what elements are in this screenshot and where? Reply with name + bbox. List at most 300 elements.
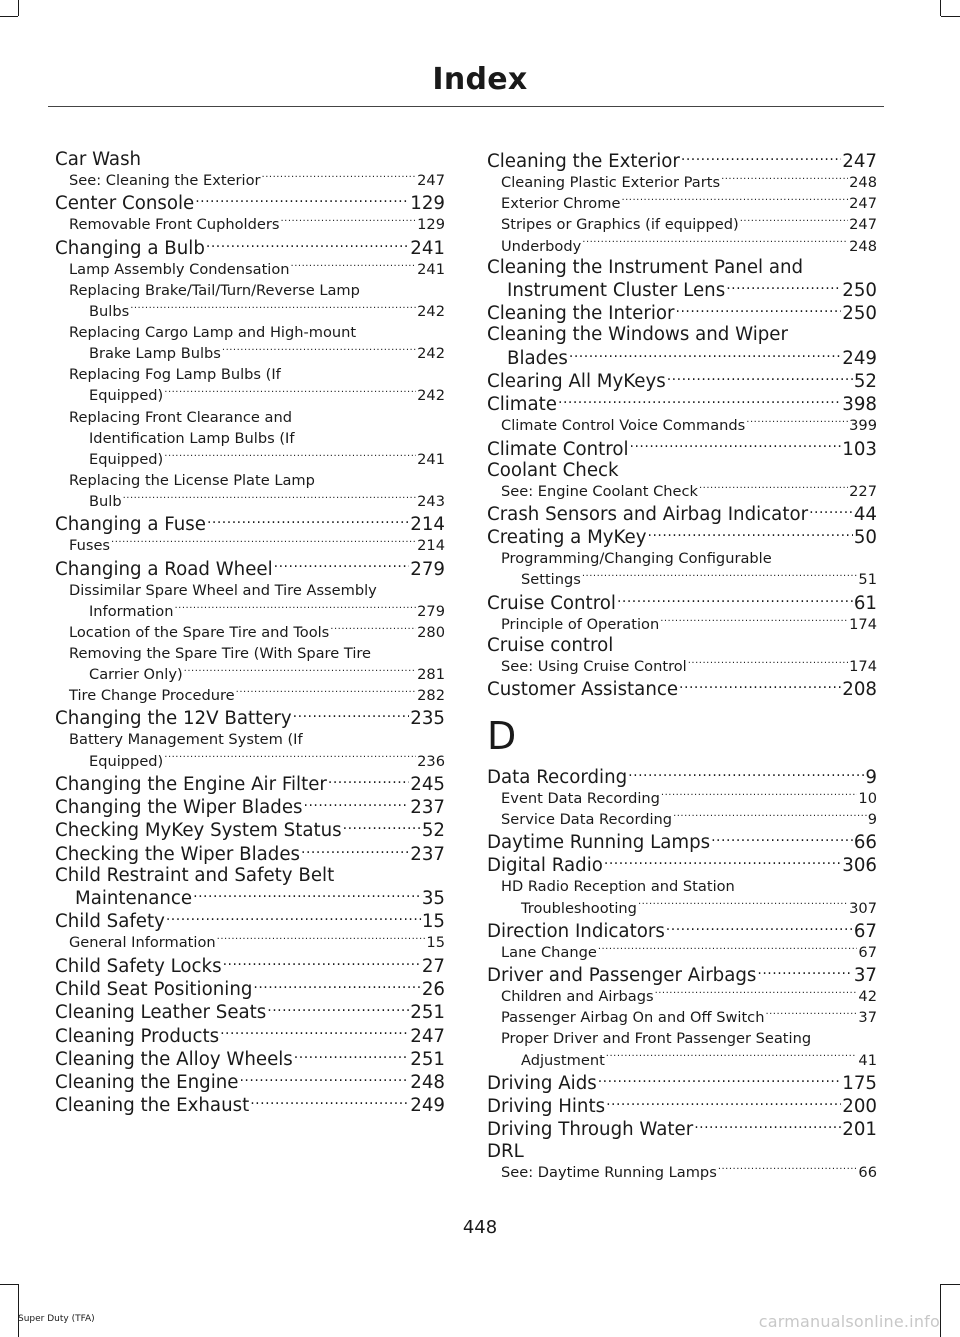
entry-label: Equipped) [89,450,164,468]
entry-label: Child Seat Positioning [55,979,253,1000]
dot-leader [206,236,409,254]
index-subentry[interactable] [487,656,877,677]
index-subentry[interactable] [487,986,877,1007]
entry-label: Settings [521,571,581,589]
index-entry[interactable] [487,635,877,656]
entry-page-number: 15 [426,934,445,952]
entry-page-number: 247 [849,216,877,234]
entry-page-number: 249 [410,1095,445,1117]
index-entry[interactable] [487,1117,877,1140]
entry-page-number: 174 [849,615,877,633]
entry-page-number: 10 [858,789,877,807]
dot-leader [667,369,853,387]
entry-page-number: 50 [853,527,877,549]
entry-page-number: 249 [842,347,877,369]
entry-page-number: 201 [842,1119,877,1141]
dot-leader [223,954,421,972]
dot-leader [123,491,417,506]
index-entry[interactable] [487,677,877,700]
crop-mark [940,0,941,16]
dot-leader [239,1070,409,1088]
index-entry[interactable] [55,954,445,977]
dot-leader [660,614,848,629]
dot-leader [301,842,409,860]
dot-leader [676,301,842,319]
entry-page-number: 398 [842,394,877,416]
entry-label: DRL [487,1140,524,1162]
entry-page-number: 52 [421,820,445,842]
index-subentry[interactable] [487,1162,877,1183]
index-entry[interactable] [55,842,445,865]
entry-label: Climate Control Voice Commands [501,417,746,435]
entry-label: Changing a Bulb [55,237,205,259]
dot-leader [236,686,416,701]
entry-page-number: 67 [858,943,877,961]
entry-label: Digital Radio [487,855,603,877]
entry-label: Cleaning the Engine [55,1072,239,1094]
entry-label: Clearing All MyKeys [487,370,666,392]
entry-page-number: 129 [417,216,445,234]
dot-leader [274,556,410,574]
entry-page-number: 237 [410,843,445,865]
index-subentry[interactable] [487,415,877,436]
entry-label: Battery Management System (If [69,731,303,749]
entry-label: Location of the Spare Tire and Tools [69,623,330,641]
entry-label: Changing the Wiper Blades [55,797,303,819]
entry-page-number: 27 [421,955,445,977]
entry-page-number: 248 [849,237,877,255]
index-subentry[interactable] [55,170,445,191]
dot-leader [681,149,841,167]
entry-page-number: 243 [417,492,445,510]
index-subentry[interactable] [487,1028,877,1049]
entry-label: Center Console [55,193,195,215]
entry-label: Customer Assistance [487,679,679,701]
crop-mark [0,16,18,17]
entry-page-number: 247 [410,1025,445,1047]
dot-leader [558,392,841,410]
entry-label: Children and Airbags [501,988,654,1006]
entry-label: Replacing Cargo Lamp and High-mount [69,324,357,342]
index-entry[interactable] [55,818,445,841]
entry-label: Creating a MyKey [487,527,647,549]
entry-label: Dissimilar Spare Wheel and Tire Assembly [69,581,377,599]
dot-leader [606,1094,841,1112]
index-subentry[interactable] [55,729,445,750]
entry-page-number: 241 [417,260,445,278]
index-entry[interactable] [487,324,877,345]
index-entry[interactable] [487,764,877,787]
index-subentry[interactable] [487,788,877,809]
dot-leader [330,622,416,637]
dot-leader [582,570,858,585]
index-entry[interactable] [487,919,877,942]
entry-label: Proper Driver and Front Passenger Seating [501,1030,812,1048]
dot-leader [757,963,852,981]
index-subentry[interactable] [55,535,445,556]
entry-page-number: 26 [421,979,445,1000]
page-number: 448 [462,1217,498,1238]
watermark: carmanualsonline.info [758,1312,940,1331]
dot-leader [679,677,841,695]
index-entry[interactable] [55,236,445,259]
entry-label: Changing the 12V Battery [55,708,292,730]
index-subentry[interactable] [487,569,877,590]
entry-label: Identification Lamp Bulbs (If [89,429,295,447]
index-subentry[interactable] [55,364,445,385]
dot-leader [661,788,858,803]
entry-label: Data Recording [487,766,628,788]
entry-label: Exterior Chrome [501,195,621,213]
index-entry[interactable] [487,345,877,368]
entry-label: Passenger Airbag On and Off Switch [501,1009,765,1027]
entry-label: General Information [69,934,216,952]
dot-leader [694,1117,841,1135]
entry-label: See: Daytime Running Lamps [501,1163,717,1181]
index-subentry[interactable] [487,809,877,830]
dot-leader [111,536,416,551]
entry-label: Direction Indicators [487,920,665,942]
entry-page-number: 103 [842,438,877,460]
entry-label: Replacing Brake/Tail/Turn/Reverse Lamp [69,281,360,299]
entry-page-number: 282 [417,687,445,705]
entry-label: Cruise control [487,634,614,656]
index-subentry[interactable] [55,643,445,664]
dot-leader [740,215,848,230]
dot-leader [673,809,867,824]
index-entry[interactable] [487,392,877,415]
dot-leader [606,1050,858,1065]
entry-label: Brake Lamp Bulbs [89,345,221,363]
index-column-right [487,149,877,1183]
entry-page-number: 35 [421,888,445,910]
entry-label: Stripes or Graphics (if equipped) [501,216,739,234]
dot-leader [688,656,848,671]
dot-leader [195,191,409,209]
entry-page-number: 241 [410,237,445,259]
entry-page-number: 208 [842,679,877,701]
index-subentry[interactable] [55,214,445,235]
entry-page-number: 281 [417,666,445,683]
dot-leader [617,591,853,609]
index-entry[interactable] [487,963,877,986]
entry-page-number: 242 [417,345,445,363]
index-entry[interactable] [487,853,877,876]
index-subentry[interactable] [487,481,877,502]
entry-page-number: 37 [853,965,877,987]
dot-leader [253,977,420,995]
entry-label: Cleaning the Exterior [487,151,680,173]
dot-leader [250,1093,409,1111]
entry-label: Replacing the License Plate Lamp [69,471,315,489]
index-subentry[interactable] [55,601,445,622]
entry-label: Driving Through Water [487,1119,694,1141]
entry-page-number: 52 [853,370,877,392]
dot-leader [809,502,853,520]
index-subentry[interactable] [55,751,445,772]
entry-page-number: 248 [410,1072,445,1094]
index-entry[interactable] [55,149,445,170]
index-subentry[interactable] [55,470,445,491]
entry-label: Cruise Control [487,592,616,614]
index-subentry[interactable] [487,193,877,214]
entry-label: Child Restraint and Safety Belt [55,864,335,886]
index-entry[interactable] [487,830,877,853]
index-entry[interactable] [55,512,445,535]
crop-mark [941,1284,960,1285]
entry-page-number: 174 [849,658,877,676]
entry-page-number: 247 [849,195,877,213]
index-entry[interactable] [487,278,877,301]
entry-label: Instrument Cluster Lens [507,279,726,301]
entry-page-number: 129 [410,193,445,215]
index-entry[interactable] [55,772,445,795]
index-entry[interactable] [55,1047,445,1070]
index-entry[interactable] [487,591,877,614]
entry-label: Driving Hints [487,1096,606,1118]
entry-page-number: 248 [849,174,877,192]
dot-leader [569,345,841,363]
index-entry[interactable] [487,502,877,525]
entry-label: Checking the Wiper Blades [55,843,300,865]
index-subentry[interactable] [487,236,877,257]
index-entry[interactable] [55,1000,445,1023]
entry-label: Service Data Recording [501,810,673,828]
entry-label: Bulb [89,492,122,510]
index-entry[interactable] [487,369,877,392]
entry-page-number: 9 [867,810,877,828]
index-subentry[interactable] [55,491,445,512]
entry-label: Removing the Spare Tire (With Spare Tire [69,644,372,662]
index-subentry[interactable] [487,1050,877,1071]
index-entry[interactable] [487,149,877,172]
index-subentry[interactable] [55,407,445,428]
entry-page-number: 251 [410,1048,445,1070]
index-entry[interactable] [487,436,877,459]
index-entry[interactable] [55,795,445,818]
entry-page-number: 66 [853,832,877,854]
dot-leader [262,171,417,186]
index-entry[interactable] [55,1023,445,1046]
index-subentry[interactable] [487,876,877,897]
entry-label: Maintenance [75,888,193,910]
dot-leader [193,886,421,904]
entry-page-number: 214 [410,514,445,536]
entry-label: Tire Change Procedure [69,687,235,705]
dot-leader [291,259,417,274]
index-entry[interactable] [487,301,877,324]
index-entry[interactable] [55,1070,445,1093]
dot-leader [630,436,842,454]
entry-page-number: 214 [417,537,445,555]
entry-label: Daytime Running Lamps [487,832,711,854]
entry-label: Child Safety [55,911,165,933]
entry-label: Cleaning the Alloy Wheels [55,1048,293,1070]
entry-label: Child Safety Locks [55,955,222,977]
document-code: Super Duty (TFA) [18,1314,95,1324]
entry-label: Climate [487,394,557,416]
entry-label: Adjustment [521,1051,605,1069]
entry-page-number: 399 [849,417,877,435]
entry-page-number: 279 [410,558,445,580]
entry-label: Cleaning the Instrument Panel and [487,256,804,278]
crop-mark [0,1284,18,1285]
index-subentry[interactable] [55,385,445,406]
header-divider [48,106,884,107]
entry-page-number: 66 [858,1163,877,1181]
index-entry[interactable] [487,1141,877,1162]
index-subentry[interactable] [487,548,877,569]
index-subentry[interactable] [55,428,445,449]
entry-label: Cleaning the Interior [487,303,675,325]
entry-page-number: 250 [842,303,877,325]
entry-label: Troubleshooting [521,899,637,917]
dot-leader [666,919,853,937]
entry-page-number: 236 [417,752,445,770]
entry-page-number: 247 [842,151,877,173]
dot-leader [328,772,409,790]
index-subentry[interactable] [55,301,445,322]
index-subentry[interactable] [487,214,877,235]
index-subentry[interactable] [55,343,445,364]
entry-page-number: 235 [410,708,445,730]
entry-label: Bulbs [89,303,130,321]
dot-leader [164,449,416,464]
entry-page-number: 247 [417,172,445,190]
index-entry[interactable] [55,191,445,214]
dot-leader [638,898,848,913]
dot-leader [220,1023,409,1041]
index-entry[interactable] [55,1093,445,1116]
entry-page-number: 61 [853,592,877,614]
dot-leader [598,1071,842,1089]
entry-label: Principle of Operation [501,615,660,633]
index-subentry[interactable] [487,1007,877,1028]
entry-label: See: Engine Coolant Check [501,482,698,500]
dot-leader [655,987,858,1002]
dot-leader [582,236,848,251]
dot-leader [164,386,416,401]
index-subentry[interactable] [487,942,877,963]
dot-leader [699,481,848,496]
entry-label: Changing the Engine Air Filter [55,773,327,795]
entry-page-number: 227 [849,482,877,500]
entry-label: Event Data Recording [501,789,660,807]
entry-label: Crash Sensors and Airbag Indicator [487,504,809,525]
entry-label: Changing a Fuse [55,514,206,536]
index-subentry[interactable] [55,449,445,470]
entry-label: Underbody [501,237,582,255]
entry-page-number: 279 [417,602,445,620]
dot-leader [174,601,416,616]
entry-label: Cleaning the Windows and Wiper [487,324,788,346]
index-subentry[interactable] [55,664,445,685]
entry-label: Coolant Check [487,459,619,481]
entry-label: Carrier Only) [89,666,183,683]
index-entry[interactable] [487,460,877,481]
entry-label: Programming/Changing Configurable [501,550,772,568]
entry-page-number: 306 [842,855,877,877]
index-subentry[interactable] [55,280,445,301]
dot-leader [765,1008,857,1023]
index-entry[interactable] [55,865,445,886]
dot-leader [648,525,853,543]
crop-mark [18,1284,19,1337]
entry-label: See: Cleaning the Exterior [69,172,261,190]
entry-label: Cleaning Plastic Exterior Parts [501,174,721,192]
index-subentry[interactable] [55,685,445,706]
entry-page-number: 15 [421,911,445,933]
entry-label: Checking MyKey System Status [55,820,342,842]
dot-leader [718,1162,858,1177]
index-subentry[interactable] [487,172,877,193]
index-subentry[interactable] [55,622,445,643]
entry-label: Cleaning Leather Seats [55,1002,267,1024]
entry-page-number: 250 [842,279,877,301]
entry-page-number: 9 [865,766,877,788]
entry-page-number: 44 [853,504,877,525]
index-subentry[interactable] [487,898,877,919]
entry-label: Fuses [69,537,111,555]
dot-leader [164,751,416,766]
index-entry[interactable] [487,525,877,548]
index-entry[interactable] [55,977,445,1000]
index-entry[interactable] [55,556,445,579]
index-entry[interactable] [55,886,445,909]
entry-label: Equipped) [89,387,164,405]
index-subentry[interactable] [487,614,877,635]
entry-page-number: 42 [858,988,877,1006]
entry-label: Removable Front Cupholders [69,216,280,234]
entry-label: Lamp Assembly Condensation [69,260,290,278]
entry-label: Lane Change [501,943,597,961]
entry-label: Replacing Fog Lamp Bulbs (If [69,366,281,384]
entry-label: Cleaning Products [55,1025,220,1047]
index-entry[interactable] [487,1094,877,1117]
entry-page-number: 242 [417,303,445,321]
entry-label: Driving Aids [487,1072,597,1094]
entry-page-number: 241 [417,450,445,468]
entry-page-number: 307 [849,899,877,917]
index-entry[interactable] [55,909,445,932]
entry-page-number: 237 [410,797,445,819]
entry-page-number: 37 [858,1009,877,1027]
dot-leader [207,512,409,530]
dot-leader [222,344,416,359]
index-subentry[interactable] [55,322,445,343]
index-entry[interactable] [487,1071,877,1094]
entry-page-number: 280 [417,623,445,641]
dot-leader [184,664,416,679]
crop-mark [940,1284,941,1337]
entry-page-number: 67 [853,920,877,942]
index-entry[interactable] [487,257,877,278]
dot-leader [280,215,416,230]
index-subentry[interactable] [55,259,445,280]
dot-leader [166,909,421,927]
crop-mark [18,0,19,16]
dot-leader [628,764,864,782]
entry-page-number: 175 [842,1072,877,1094]
index-subentry[interactable] [55,932,445,953]
index-entry[interactable] [55,706,445,729]
dot-leader [130,301,416,316]
dot-leader [721,173,848,188]
entry-page-number: 242 [417,387,445,405]
dot-leader [746,416,848,431]
entry-label: HD Radio Reception and Station [501,878,735,896]
index-subentry[interactable] [55,580,445,601]
